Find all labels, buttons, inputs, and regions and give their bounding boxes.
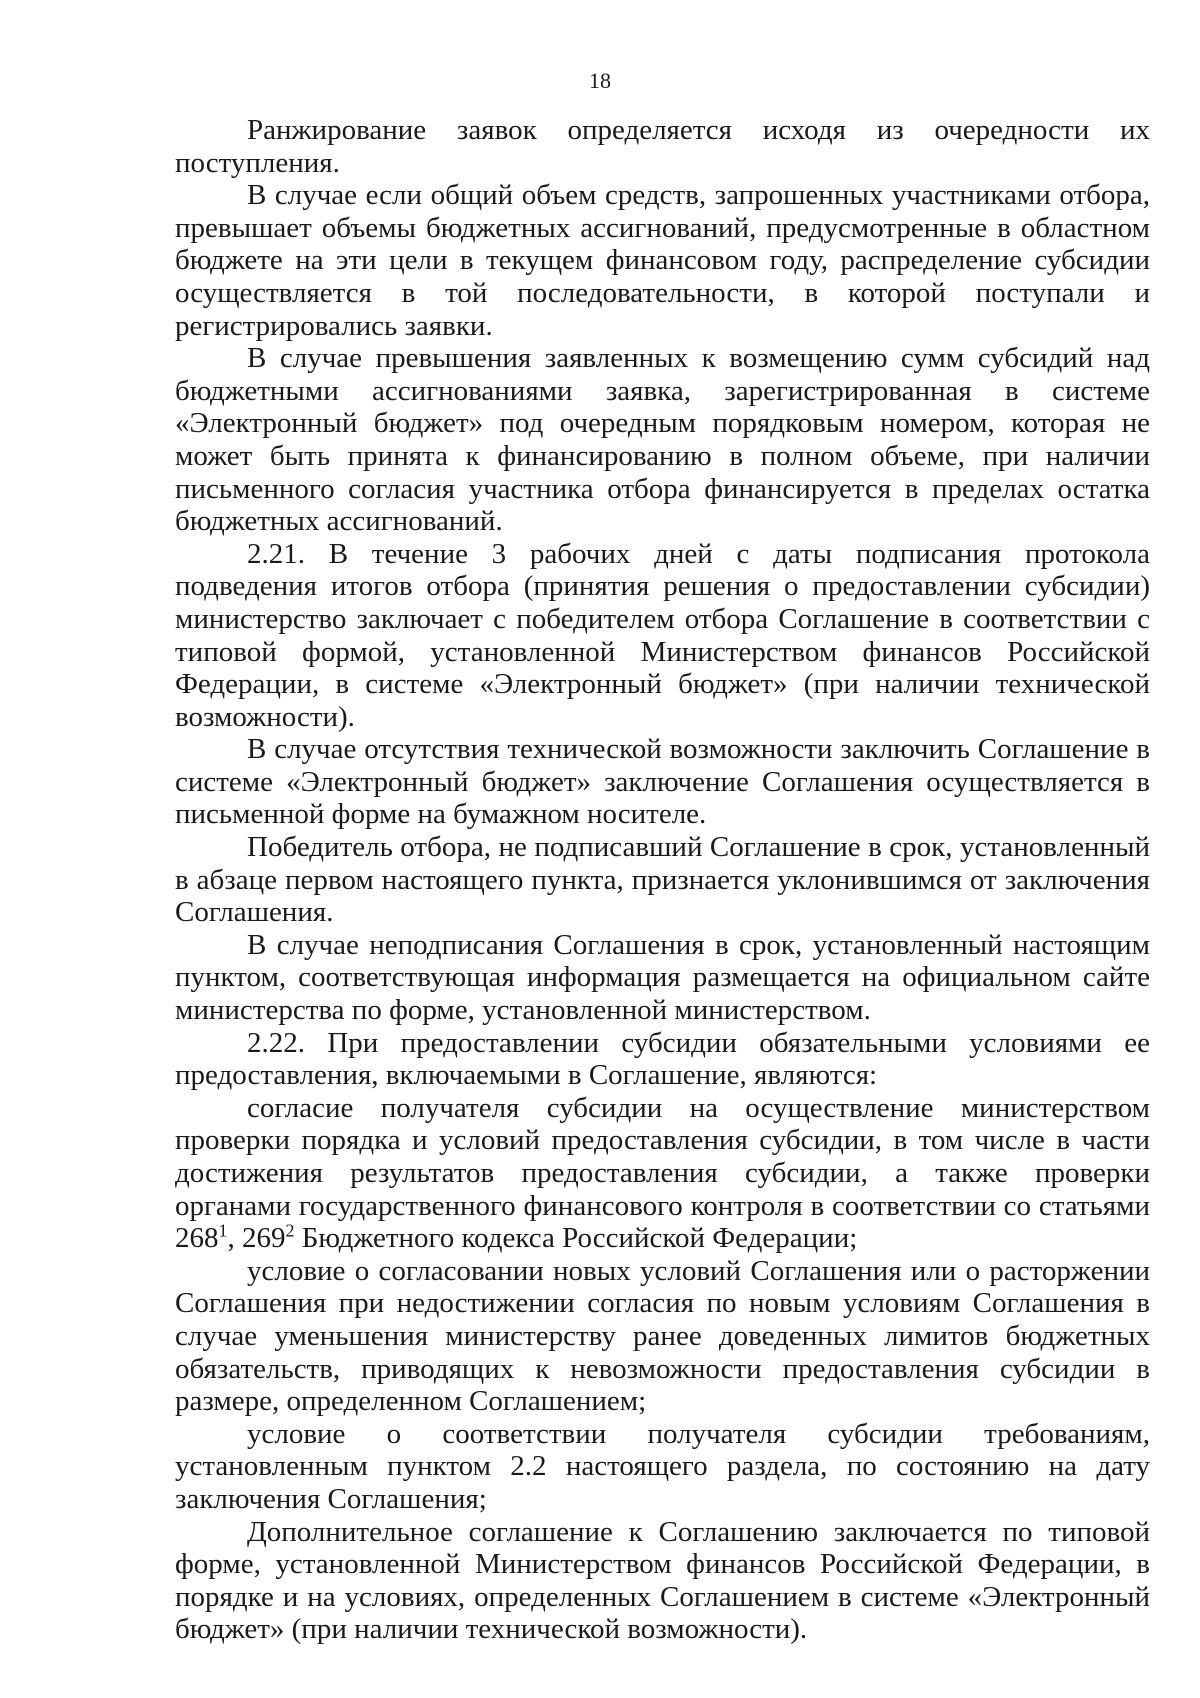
paragraph-consent-verification xyxy=(175,1092,1150,1255)
paragraph-subsidy-excess: В случае превышения заявленных к возмещению сумм субсидий над бюджетными ассигнованиями заявка, зарегистрированная в системе «Электронный бюджет» под очередным порядковым номером, которая не может быть принята к финансированию в полном объеме, при наличии письменного согласия участника отбора финансируется в пределах остатка бюджетных ассигнований. xyxy=(175,342,1150,538)
consent-text-before: согласие получателя субсидии на осуществление министерством проверки порядка и условий предоставления субсидии, в том числе в части достижения результатов предоставления субсидии, а также проверки органами государственного финансового контроля в соответствии со статьями 268 xyxy=(175,1091,1150,1255)
paragraph-non-signing: В случае неподписания Соглашения в срок, установленный настоящим пунктом, соответствующая информация размещается на официальном сайте министерства по форме, установленной министерством. xyxy=(175,928,1150,1027)
paragraph-clause-2-21: 2.21. В течение 3 рабочих дней с даты подписания протокола подведения итогов отбора (принятия решения о предоставлении субсидии) министерство заключает с победителем отбора Соглашение в соответствии с типовой формой, установленной Министерством финансов Российской Федерации, в системе «Электронный бюджет» (при наличии технической возможности). xyxy=(175,537,1150,733)
paragraph-funds-exceed: В случае если общий объем средств, запрошенных участниками отбора, превышает объемы бюджетных ассигнований, предусмотренные в областном бюджете на эти цели в текущем финансовом году, распределение субсидии осуществляется в той последовательности, в которой поступали и регистрировались заявки. xyxy=(175,179,1150,342)
paragraph-additional-agreement: Дополнительное соглашение к Соглашению заключается по типовой форме, установленной Министерством финансов Российской Федерации, в порядке и на условиях, определенных Соглашением в системе «Электронный бюджет» (при наличии технической возможности). xyxy=(175,1515,1150,1646)
paragraph-no-technical-possibility: В случае отсутствия технической возможности заключить Соглашение в системе «Электронный бюджет» заключение Соглашения осуществляется в письменной форме на бумажном носителе. xyxy=(175,733,1150,831)
consent-text-mid: , 269 xyxy=(227,1222,286,1255)
superscript-268: 1 xyxy=(218,1220,228,1241)
paragraph-ranking: Ранжирование заявок определяется исходя из очередности их поступления. xyxy=(175,114,1150,179)
paragraph-winner-evasion: Победитель отбора, не подписавший Соглашение в срок, установленный в абзаце первом настоящего пункта, признается уклонившимся от заключения Соглашения. xyxy=(175,831,1150,929)
paragraph-compliance-condition: условие о соответствии получателя субсидии требованиям, установленным пунктом 2.2 настоящего раздела, по состоянию на дату заключения Соглашения; xyxy=(175,1417,1150,1515)
consent-text-after: Бюджетного кодекса Российской Федерации; xyxy=(294,1222,858,1255)
paragraph-clause-2-22: 2.22. При предоставлении субсидии обязательными условиями ее предоставления, включаемыми в Соглашение, являются: xyxy=(175,1026,1150,1092)
page-number: 18 xyxy=(589,68,611,93)
paragraph-new-conditions: условие о согласовании новых условий Соглашения или о расторжении Соглашения при недостижении согласия по новым условиям Соглашения в случае уменьшения министерству ранее доведенных лимитов бюджетных обязательств, приводящих к невозможности предоставления субсидии в размере, определенном Соглашением; xyxy=(175,1254,1150,1418)
superscript-269: 2 xyxy=(285,1220,295,1241)
document-body xyxy=(175,114,1150,1646)
